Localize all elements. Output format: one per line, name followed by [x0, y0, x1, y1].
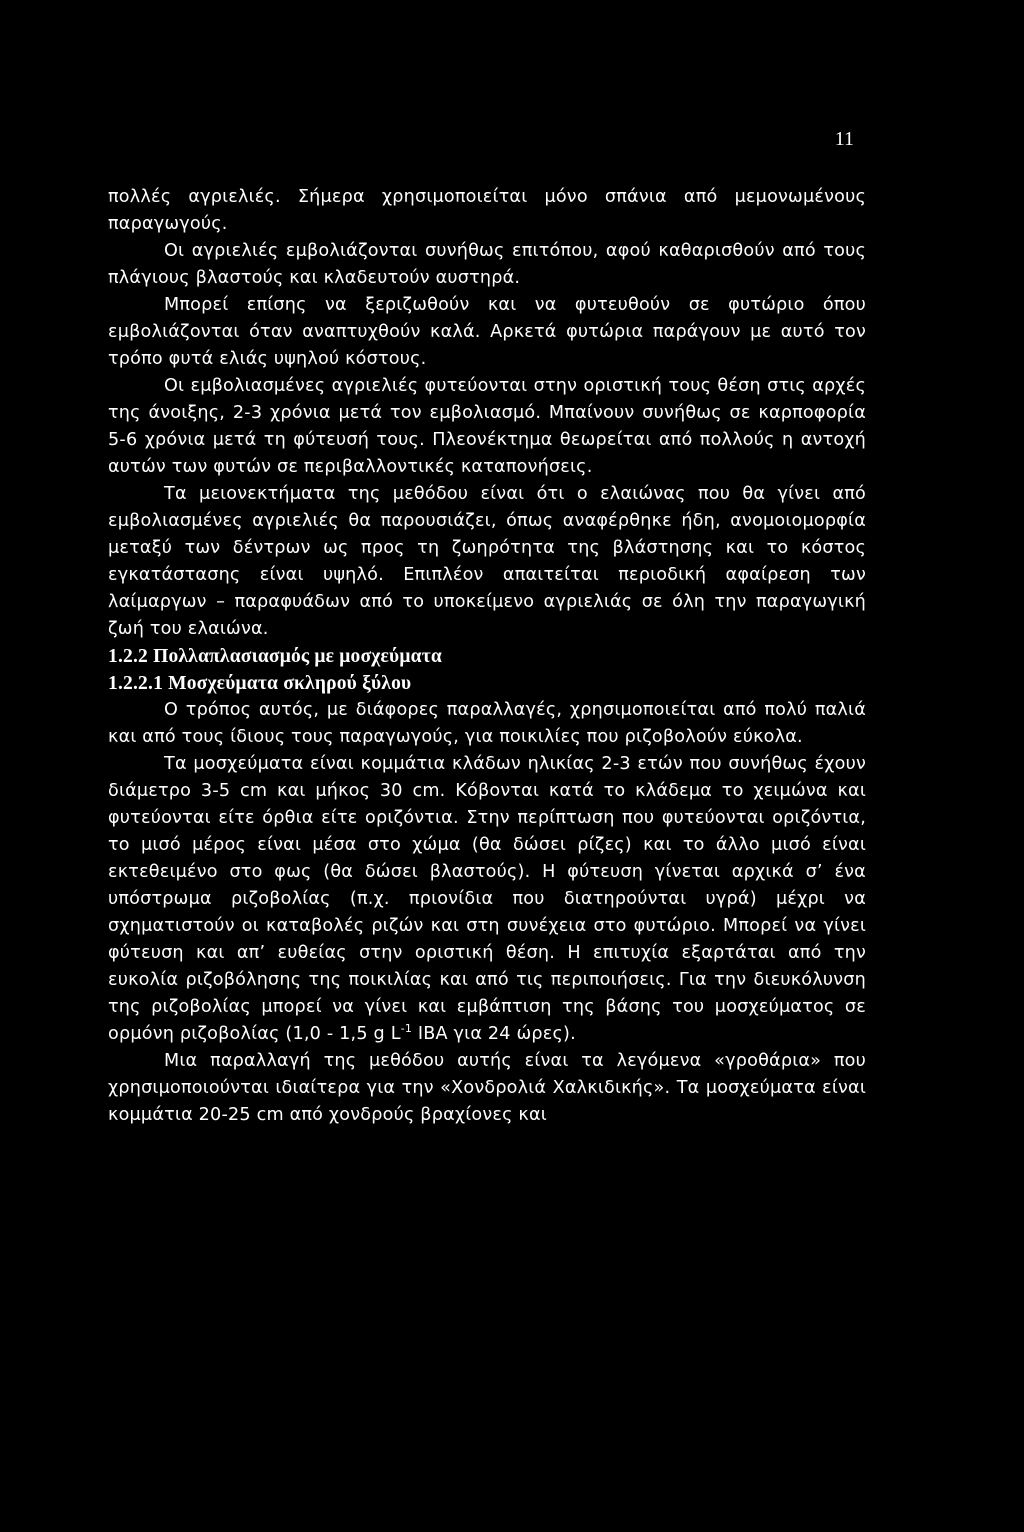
paragraph-4: Οι εμβολιασμένες αγριελιές φυτεύονται στην οριστική τους θέση στις αρχές της άνοιξης, 2-3 χρόνια μετά τον εμβολιασμό. Μπαίνουν συνήθως σε καρποφορία 5-6 χρόνια μετά τη φύτευσή τους. Πλεονέκτημα θεωρείται από πολλούς η αντοχή αυτών των φυτών σε περιβαλλοντικές καταπονήσεις. [108, 376, 866, 477]
subsection-heading: 1.2.2.1 Μοσχεύματα σκληρού ξύλου [108, 673, 412, 694]
paragraph-7-tail: IBA για 24 ώρες). [412, 1024, 576, 1044]
paragraph-7-text: Τα μοσχεύματα είναι κομμάτια κλάδων ηλικίας 2-3 ετών που συνήθως έχουν διάμετρο 3-5 cm και μήκος 30 cm. Κόβονται κατά το κλάδεμα το χειμώνα και φυτεύονται είτε όρθια είτε οριζόντια. Στην περίπτωση που φυτεύονται οριζόντια, το μισό μέρος είναι μέσα στο χώμα (θα δώσει ρίζες) και το άλλο μισό είναι εκτεθειμένο στο φως (θα δώσει βλαστούς). Η φύτευση γίνεται αρχικά σ’ ένα υπόστρωμα ριζοβολίας (π.χ. πριονίδια που διατηρούνται υγρά) μέχρι να σχηματιστούν οι καταβολές ριζών και στη συνέχεια στο φυτώριο. Μπορεί να γίνει φύτευση και απ’ ευθείας στην οριστική θέση. Η επιτυχία εξαρτάται από την ευκολία ριζοβόλησης της ποικιλίας και από τις περιποιήσεις. Για την διευκόλυνση της ριζοβολίας μπορεί να γίνει και εμβάπτιση της βάσης του μοσχεύματος σε ορμόνη ριζοβολίας (1,0 - 1,5 g L [108, 754, 866, 1044]
paragraph-1: πολλές αγριελιές. Σήμερα χρησιμοποιείται μόνο σπάνια από μεμονωμένους παραγωγούς. [108, 187, 866, 234]
paragraph-3: Μπορεί επίσης να ξεριζωθούν και να φυτευθούν σε φυτώριο όπου εμβολιάζονται όταν αναπτυχθούν καλά. Αρκετά φυτώρια παράγουν με αυτό τον τρόπο φυτά ελιάς υψηλού κόστους. [108, 295, 866, 369]
paragraph-2: Οι αγριελιές εμβολιάζονται συνήθως επιτόπου, αφού καθαρισθούν από τους πλάγιους βλαστούς και κλαδευτούν αυστηρά. [108, 241, 866, 288]
paragraph-6: Ο τρόπος αυτός, με διάφορες παραλλαγές, χρησιμοποιείται από πολύ παλιά και από τους ίδιους τους παραγωγούς, για ποικιλίες που ριζοβολούν εύκολα. [108, 700, 866, 747]
document-body [108, 184, 866, 1129]
section-heading: 1.2.2 Πολλαπλασιασμός με μοσχεύματα [108, 646, 442, 667]
unit-superscript: -1 [400, 1022, 413, 1036]
paragraph-8: Μια παραλλαγή της μεθόδου αυτής είναι τα λεγόμενα «γροθάρια» που χρησιμοποιούνται ιδιαίτερα για την «Χονδρολιά Χαλκιδικής». Τα μοσχεύματα είναι κομμάτια 20-25 cm από χονδρούς βραχίονες και [108, 1051, 866, 1125]
paragraph-5: Τα μειονεκτήματα της μεθόδου είναι ότι ο ελαιώνας που θα γίνει από εμβολιασμένες αγριελιές θα παρουσιάζει, όπως αναφέρθηκε ήδη, ανομοιομορφία μεταξύ των δέντρων ως προς τη ζωηρότητα της βλάστησης και το κόστος εγκατάστασης είναι υψηλό. Επιπλέον απαιτείται περιοδική αφαίρεση των λαίμαργων – παραφυάδων από το υποκείμενο αγριελιάς σε όλη την παραγωγική ζωή του ελαιώνα. [108, 484, 866, 639]
page-number: 11 [834, 128, 854, 150]
paragraph-7 [108, 751, 866, 1048]
